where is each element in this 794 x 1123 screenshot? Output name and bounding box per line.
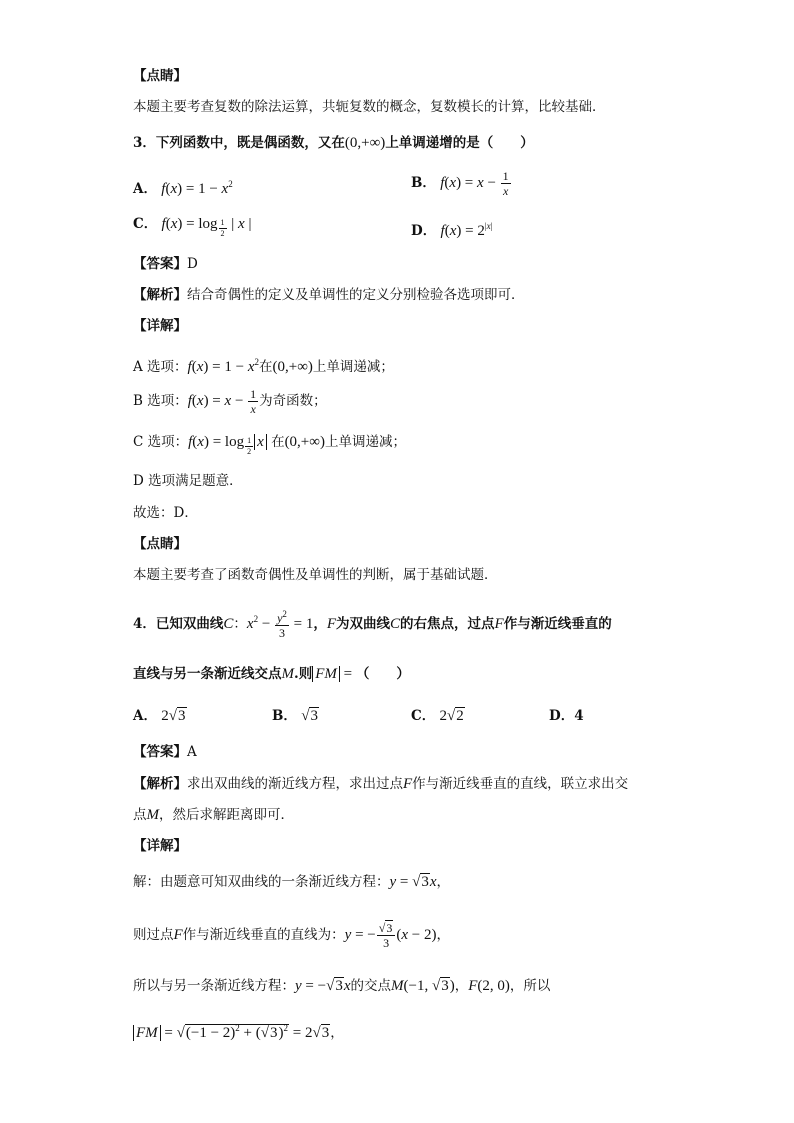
q4-option-d: D．4	[549, 708, 584, 724]
q3-option-c: C． f(x) = log $\frac{1}{2}$ | x |	[133, 216, 252, 238]
pinjing-text: 本题主要考查复数的除法运算，共轭复数的概念，复数模长的计算，比较基础．	[133, 99, 606, 115]
q3-option-d: D． $f(x) = 2^{|x|}$	[411, 221, 493, 239]
q3-option-a: A． $f(x) = 1 - x^2$	[133, 179, 233, 197]
q3-pinjing-tag: 【点睛】	[133, 536, 187, 552]
q3-pinjing-text: 本题主要考查了函数奇偶性及单调性的判断，属于基础试题．	[133, 567, 498, 583]
q4-sol-line3: 所以与另一条渐近线方程：y = −√3x的交点M(−1, √3)，F(2, 0)，所以	[133, 978, 551, 994]
q3-detail-d: D 选项满足题意．	[133, 473, 243, 489]
section-tag-pinjing: 【点睛】	[133, 68, 187, 84]
q3-conclusion: 故选：D．	[133, 505, 198, 521]
q3-answer: 【答案】D	[133, 256, 198, 272]
q3-detail-tag: 【详解】	[133, 318, 187, 334]
q3-detail-b: B 选项：f(x) = x − $\frac{1}{x}$ 为奇函数；	[133, 387, 327, 416]
q3-detail-c: C 选项：f(x) = log $\frac{1}{2}$ x 在(0,+∞)上单调递减；	[133, 434, 406, 456]
q3-option-a-math: $f(x) = 1 - x^2$	[161, 179, 233, 197]
q4-stem-line2: 直线与另一条渐近线交点M.则 FM = （ ）	[133, 666, 410, 682]
q3-option-d-math: $f(x) = 2^{|x|}$	[440, 221, 493, 239]
q4-sol-line2: 则过点F作与渐近线垂直的直线为：y = − $\frac{√3}{3}$ (x − 2)，	[133, 921, 450, 950]
q4-stem-line1: 4．已知双曲线C：$x^2$ − $\frac{y^2}{3}$ = 1，F为双曲线C的右焦点，过点F作与渐近线垂直的	[133, 609, 612, 641]
q3-detail-a: A 选项：$f(x) = 1 - x^2$在(0,+∞)上单调递减；	[133, 357, 394, 375]
q4-analysis-line2: 点M，然后求解距离即可．	[133, 807, 294, 823]
q4-sol-line1: 解：由题意可知双曲线的一条渐近线方程：y = √3x，	[133, 874, 451, 890]
q4-detail-tag: 【详解】	[133, 838, 187, 854]
q4-analysis-line1: 【解析】求出双曲线的渐近线方程，求出过点F作与渐近线垂直的直线，联立求出交	[133, 776, 629, 792]
q4-answer: 【答案】A	[133, 744, 197, 760]
q4-option-c: C． 2√2	[411, 708, 464, 724]
q4-sol-line4: FM = $√(-1 - 2)^2 + (√3)^2 = 2√3$，	[133, 1018, 344, 1043]
q4-option-b: B． √3	[272, 708, 318, 724]
q3-stem: 3．下列函数中，既是偶函数，又在(0,+∞)上单调递增的是（ ）	[133, 135, 534, 151]
q3-option-b: B． f(x) = x − $\frac{1}{x}$	[411, 170, 512, 197]
q3-option-b-math: f(x) = x − $\frac{1}{x}$	[440, 169, 509, 198]
q4-option-a: A． 2√3	[133, 708, 186, 724]
q3-analysis: 【解析】结合奇偶性的定义及单调性的定义分别检验各选项即可．	[133, 287, 525, 303]
q3-option-c-math: f(x) = log $\frac{1}{2}$ | x |	[161, 216, 252, 238]
